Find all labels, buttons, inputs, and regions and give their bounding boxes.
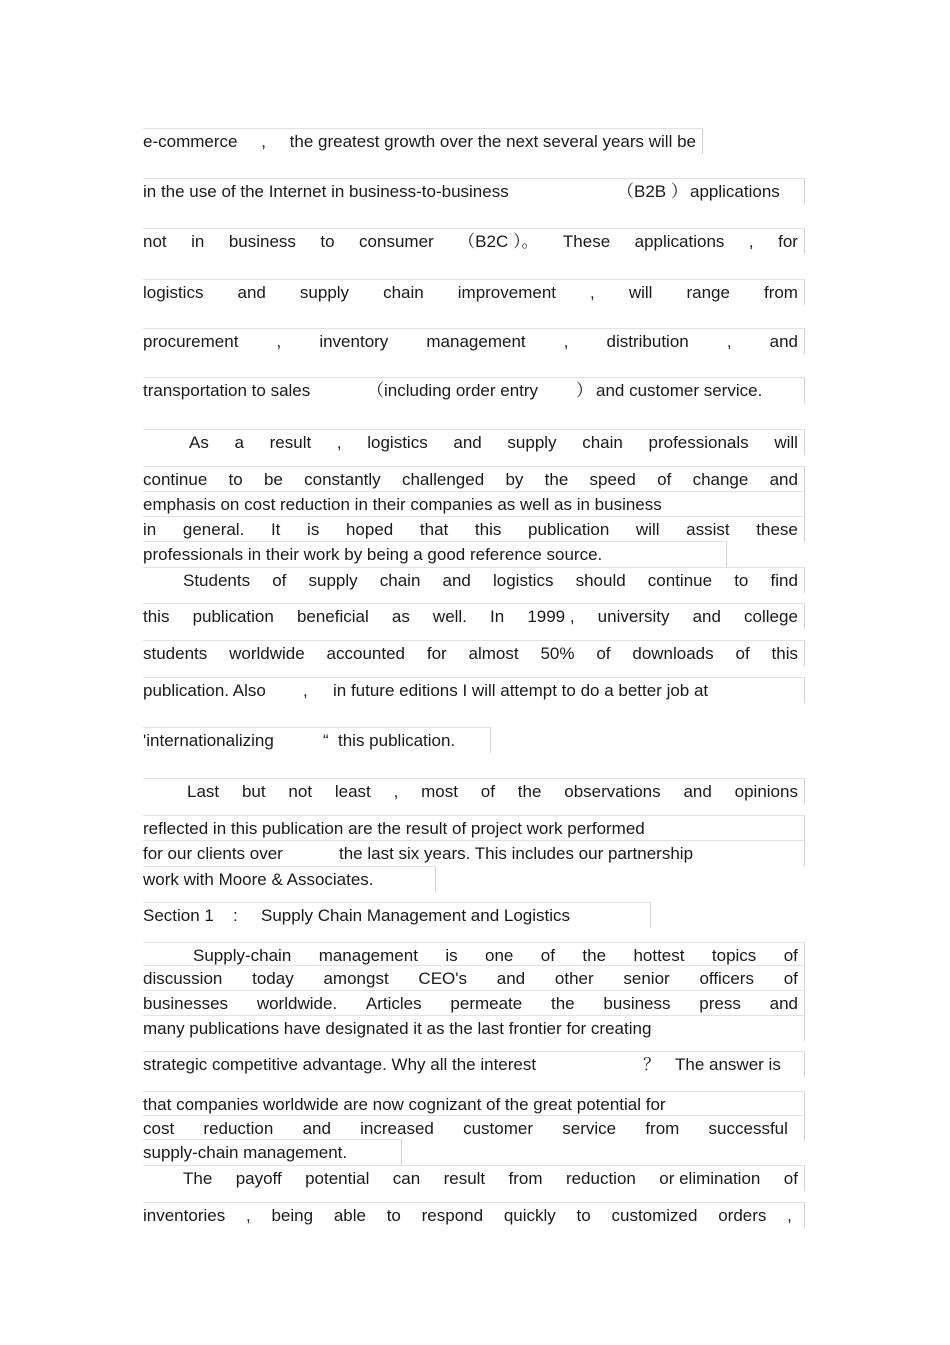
text-line: businesses worldwide. Articles permeate the business press and: [143, 990, 805, 1016]
text-line: logistics and supply chain improvement , will range from: [143, 279, 805, 305]
text-line: not in business to consumer （B2C ）。 These applications , for: [143, 228, 805, 254]
text-line: work with Moore & Associates.: [143, 866, 436, 892]
text-line: many publications have designated it as the last frontier for creating: [143, 1015, 805, 1041]
text-line: reflected in this publication are the result of project work performed: [143, 815, 805, 841]
paragraph-first-line: The payoff potential can result from reduction or elimination of: [143, 1165, 805, 1191]
text-line: continue to be constantly challenged by the speed of change and: [143, 466, 805, 492]
text-line: for our clients over the last six years. This includes our partnership: [143, 840, 805, 866]
paragraph-first-line: Supply-chain management is one of the hottest topics of: [143, 942, 805, 968]
text-line: cost reduction and increased customer service from successful: [143, 1115, 805, 1141]
text-line: students worldwide accounted for almost 50% of downloads of this: [143, 640, 805, 666]
text-line: supply-chain management.: [143, 1139, 402, 1165]
text-line: emphasis on cost reduction in their companies as well as in business: [143, 491, 805, 517]
section-heading: Section 1 : Supply Chain Management and Logistics: [143, 902, 651, 928]
text-line: this publication beneficial as well. In 1999 , university and college: [143, 603, 805, 629]
text-line: e-commerce , the greatest growth over the next several years will be: [143, 128, 703, 154]
text-line: procurement , inventory management , distribution , and: [143, 328, 805, 354]
text-line: publication. Also , in future editions I will attempt to do a better job at: [143, 677, 805, 703]
text-line: professionals in their work by being a good reference source.: [143, 541, 727, 567]
paragraph-first-line: Last but not least , most of the observations and opinions: [143, 778, 805, 804]
text-line: discussion today amongst CEO's and other senior officers of: [143, 965, 805, 991]
text-line: that companies worldwide are now cognizant of the great potential for: [143, 1091, 805, 1117]
text-line: in general. It is hoped that this publication will assist these: [143, 516, 805, 542]
text-line: in the use of the Internet in business-to-business （B2B ） applications: [143, 178, 805, 204]
paragraph-first-line: Students of supply chain and logistics should continue to find: [143, 567, 805, 593]
paragraph-first-line: As a result , logistics and supply chain professionals will: [143, 429, 805, 455]
text-line: 'internationalizing “ this publication.: [143, 727, 491, 753]
text-line: inventories , being able to respond quickly to customized orders ,: [143, 1202, 805, 1228]
text-line: transportation to sales （including order entry ） and customer service.: [143, 377, 805, 403]
text-line: strategic competitive advantage. Why all the interest ？ The answer is: [143, 1051, 805, 1077]
